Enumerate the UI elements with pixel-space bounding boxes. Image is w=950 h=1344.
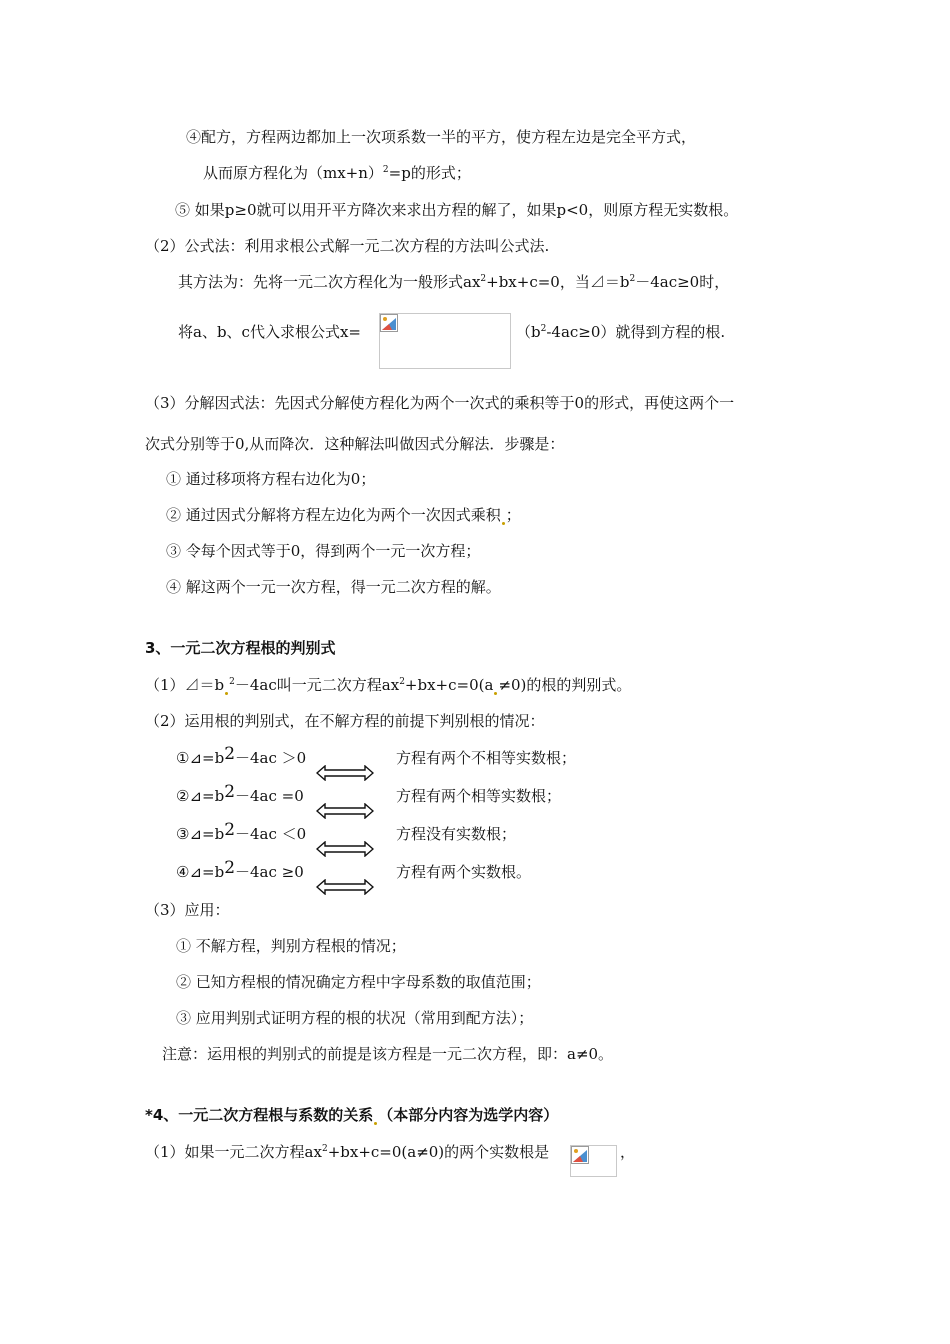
superscript: 2 — [540, 324, 547, 334]
section3-note: 注意：运用根的判别式的前提是该方程是一元二次方程，即：a≠0。 — [162, 1045, 614, 1063]
broken-image-icon — [380, 314, 398, 332]
section4-item1-tail: ， — [620, 1143, 636, 1161]
application-2: ② 已知方程根的情况确定方程中字母系数的取值范围； — [176, 973, 541, 991]
disc-case-expr-tail: －4ac =0 — [235, 787, 304, 805]
marker-dot — [494, 692, 497, 695]
factor-step-2-tail: ； — [505, 506, 521, 524]
s3-item1-c: +bx+c=0(a — [404, 676, 494, 694]
disc-result-4: 方程有两个实数根。 — [396, 863, 532, 881]
disc-case-expr-tail: －4ac ＞0 — [235, 749, 307, 767]
s4-item1-a: （1）如果一元二次方程ax — [145, 1143, 322, 1161]
double-arrow-icon — [316, 879, 374, 895]
formula-line1-b: +bx+c=0，当⊿＝b — [486, 273, 630, 291]
disc-case-expr-tail: －4ac ＜0 — [235, 825, 307, 843]
section3-item2: （2）运用根的判别式，在不解方程的前提下判别根的情况： — [145, 712, 545, 730]
formula-cond-b: -4ac≥0）就得到方程的根. — [546, 323, 726, 341]
s4-heading-a: *4、一元二次方程根与系数的关系 — [145, 1106, 374, 1124]
disc-case-expr: ④⊿=b — [176, 863, 225, 881]
section3-item1 — [145, 675, 631, 695]
step5-line: ⑤ 如果p≥0就可以用开平方降次来求出方程的解了，如果p<0，则原方程无实数根。 — [175, 201, 739, 219]
disc-case-1 — [176, 744, 307, 768]
factor-step-3: ③ 令每个因式等于0，得到两个一元一次方程； — [166, 542, 481, 560]
double-arrow-icon — [316, 765, 374, 781]
s3-item1-d: ≠0)的根的判别式。 — [498, 676, 632, 694]
step4-line2-text: 从而原方程化为（mx+n） — [203, 164, 383, 182]
marker-dot — [502, 522, 505, 525]
section3-heading: 3、一元二次方程根的判别式 — [145, 639, 336, 657]
superscript: 2 — [382, 165, 389, 175]
disc-case-expr-tail: －4ac ≥0 — [235, 863, 304, 881]
superscript: 2 — [321, 1144, 328, 1154]
application-3: ③ 应用判别式证明方程的根的状况（常用到配方法）； — [176, 1009, 534, 1027]
s4-item1-b: +bx+c=0(a≠0)的两个实数根是 — [327, 1143, 550, 1161]
formula-line1-a: 其方法为：先将一元二次方程化为一般形式ax — [178, 273, 481, 291]
formula-method-line2-left: 将a、b、c代入求根公式x= — [178, 323, 361, 341]
marker-dot — [374, 1122, 377, 1125]
superscript: 2 — [224, 820, 236, 840]
factor-step-4: ④ 解这两个一元一次方程，得一元二次方程的解。 — [166, 578, 501, 596]
superscript: 2 — [224, 858, 236, 878]
s4-heading-b: （本部分内容为选学内容） — [378, 1106, 559, 1124]
superscript: 2 — [480, 274, 487, 284]
formula-method-line1 — [178, 272, 729, 292]
superscript: 2 — [224, 782, 236, 802]
disc-case-expr: ③⊿=b — [176, 825, 225, 843]
section3-item3: （3）应用： — [145, 901, 230, 919]
s3-item1-a: （1）⊿＝b — [145, 676, 225, 694]
s3-item1-b: －4ac叫一元二次方程ax — [234, 676, 400, 694]
formula-method-title: （2）公式法：利用求根公式解一元二次方程的方法叫公式法. — [145, 237, 550, 255]
disc-result-3: 方程没有实数根； — [396, 825, 517, 843]
factor-step-2 — [166, 505, 521, 525]
disc-case-4 — [176, 858, 304, 882]
superscript: 2 — [229, 677, 235, 687]
disc-case-expr: ②⊿=b — [176, 787, 225, 805]
superscript: 2 — [629, 274, 636, 284]
step4-line2-tail: =p的形式； — [388, 164, 471, 182]
double-arrow-icon — [316, 841, 374, 857]
disc-case-3 — [176, 820, 307, 844]
disc-result-2: 方程有两个相等实数根； — [396, 787, 562, 805]
disc-case-expr: ①⊿=b — [176, 749, 225, 767]
superscript: 2 — [224, 744, 236, 764]
formula-line1-c: －4ac≥0时， — [635, 273, 730, 291]
marker-dot — [225, 692, 228, 695]
factor-method-line2: 次式分别等于0,从而降次．这种解法叫做因式分解法．步骤是： — [145, 435, 565, 453]
formula-cond-a: （b — [516, 323, 541, 341]
disc-case-2 — [176, 782, 304, 806]
factor-method-line1: （3）分解因式法：先因式分解使方程化为两个一次式的乘积等于0的形式，再使这两个一 — [145, 394, 735, 412]
factor-step-2-text: ② 通过因式分解将方程左边化为两个一次因式乘积 — [166, 506, 501, 524]
application-1: ① 不解方程，判别方程根的情况； — [176, 937, 406, 955]
broken-image-icon — [571, 1146, 589, 1164]
formula-method-line2-right — [516, 322, 725, 342]
superscript: 2 — [399, 677, 405, 687]
step4-line2 — [203, 163, 471, 183]
roots-image — [570, 1145, 617, 1177]
double-arrow-icon — [316, 803, 374, 819]
disc-result-1: 方程有两个不相等实数根； — [396, 749, 577, 767]
section4-item1 — [145, 1142, 549, 1162]
root-formula-image — [379, 313, 511, 369]
step4-line1: ④配方，方程两边都加上一次项系数一半的平方，使方程左边是完全平方式， — [186, 128, 697, 146]
factor-step-1: ① 通过移项将方程右边化为0； — [166, 470, 376, 488]
section4-heading — [145, 1105, 558, 1125]
